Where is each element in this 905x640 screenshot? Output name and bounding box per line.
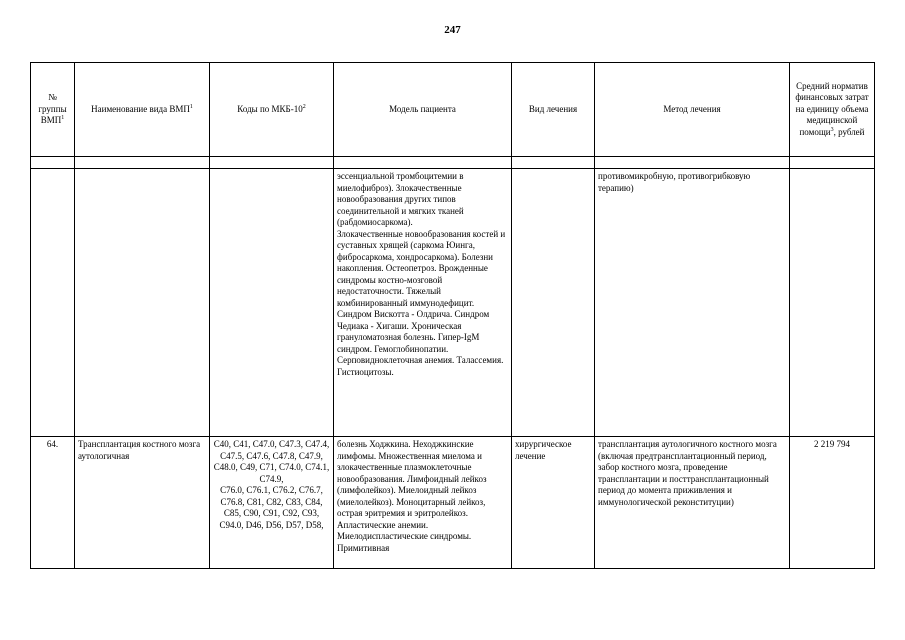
cell-treatment-type: хирургическое лечение: [512, 437, 595, 569]
spacer-cell: [512, 157, 595, 169]
cell-patient-model: болезнь Ходжкина. Неходжкинские лимфомы. Множественная миелома и злокачественные плазмоклеточные новообразования. Лимфоидный лейкоз (лимфолейкоз). Миелоидный лейкоз (миелолейкоз). Моноцитарный лейкоз, острая эритремия и эритролейкоз. Апластические анемии. Миелодиспластические синдромы. Примитивная: [334, 437, 512, 569]
cell-avg-cost: 2 219 794: [790, 437, 875, 569]
table-row-continuation: [31, 169, 875, 437]
cell-empty: [790, 169, 875, 437]
cell-treatment-method: противомикробную, противогрибковую терапию): [595, 169, 790, 437]
header-icd-codes: Коды по МКБ-$10^2$: [210, 63, 334, 157]
header-patient-model: Модель пациента: [334, 63, 512, 157]
icd-codes-part-2: C76.0, C76.1, C76.2, C76.7, C76.8, C81, C82, C83, C84, C85, C90, C91, C92, C93, C94.0, D46, D56, D57, D58,: [219, 485, 324, 530]
header-treatment-method: Метод лечения: [595, 63, 790, 157]
spacer-cell: [31, 157, 75, 169]
header-vmp-name: Наименование вида ВМП$^1$: [75, 63, 210, 157]
header-avg-cost: Средний норматив финансовых затрат на единицу объема медицинской помощи$^3$, рублей: [790, 63, 875, 157]
spacer-cell: [790, 157, 875, 169]
header-group-no: № группы ВМП$^1$: [31, 63, 75, 157]
table-row-64: [31, 437, 875, 569]
spacer-cell: [334, 157, 512, 169]
vmp-table: [30, 62, 875, 569]
cell-treatment-method: трансплантация аутологичного костного мозга (включая предтрансплантационный период, забор костного мозга, проведение трансплантации и посттрансплантационный период до момента приживления и иммунологической реконституции): [595, 437, 790, 569]
cell-empty: [31, 169, 75, 437]
cell-empty: [512, 169, 595, 437]
spacer-cell: [75, 157, 210, 169]
page-number: 247: [444, 24, 461, 36]
header-treatment-type: Вид лечения: [512, 63, 595, 157]
cell-patient-model: эссенциальной тромбоцитемии в миелофиброз). Злокачественные новообразования других типов соединительной и мягких тканей (рабдомиосаркома). Злокачественные новообразования костей и суставных хрящей (саркома Юинга, фибросаркома, хондросаркома). Болезни накопления. Остеопетроз. Врожденные синдромы костно-мозговой недостаточности. Тяжелый комбинированный иммунодефицит. Синдром Вискотта - Олдрича. Синдром Чедиака - Хигаши. Хроническая грануломатозная болезнь. Гипер-IgM синдром. Гемоглобинопатии. Серповидноклеточная анемия. Талассемия. Гистиоцитозы.: [334, 169, 512, 437]
cell-group-no: 64.: [31, 437, 75, 569]
icd-codes-part-1: C40, C41, C47.0, C47.3, C47.4, C47.5, C47.6, C47.8, C47.9, C48.0, C49, C71, C74.0, C74.1, C74.9,: [213, 439, 330, 484]
spacer-cell: [595, 157, 790, 169]
cell-empty: [75, 169, 210, 437]
header-row: [31, 63, 875, 157]
cell-empty: [210, 169, 334, 437]
spacer-cell: [210, 157, 334, 169]
spacer-row: [31, 157, 875, 169]
cell-vmp-name: Трансплантация костного мозга аутологичная: [75, 437, 210, 569]
cell-icd-codes: [210, 437, 334, 569]
